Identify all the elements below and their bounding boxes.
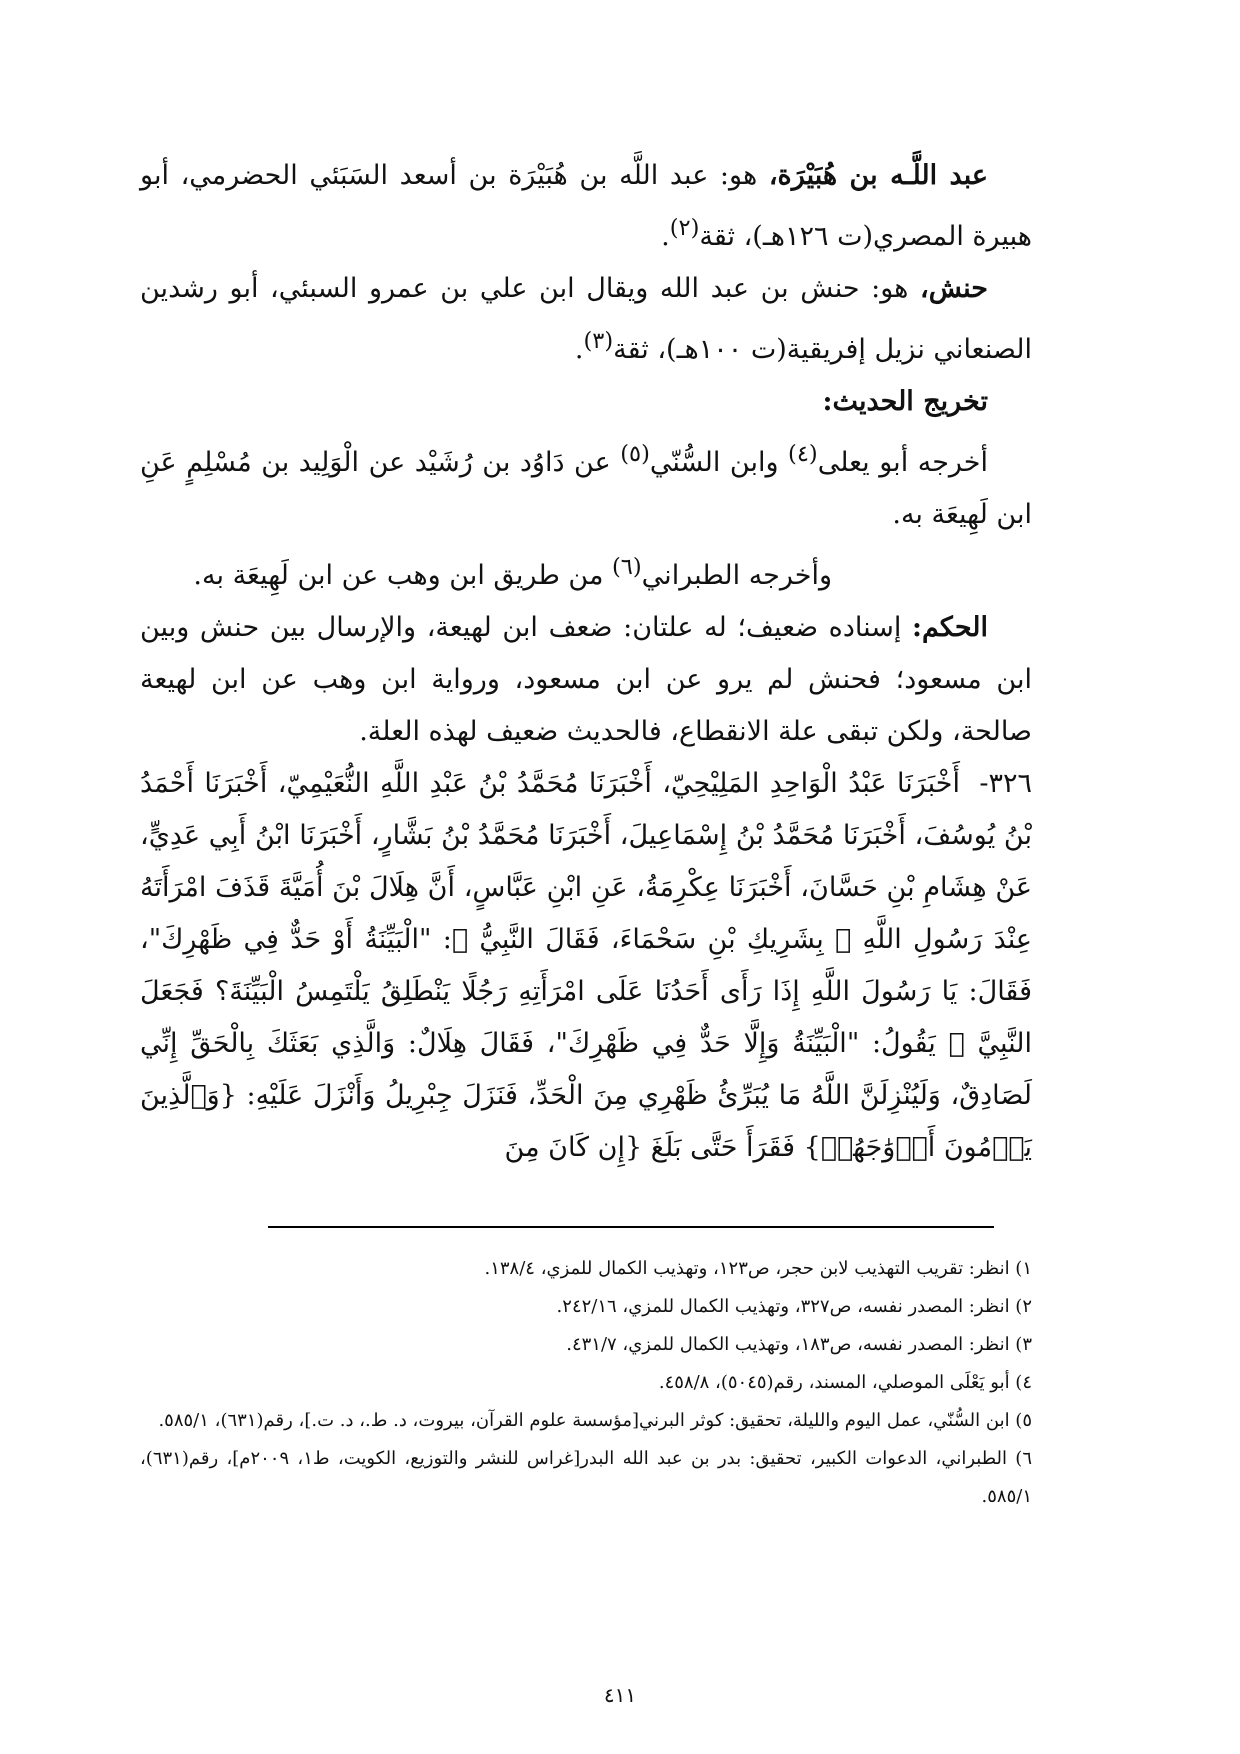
hadith-paragraph bbox=[140, 758, 1032, 1174]
footnotes bbox=[140, 1250, 1032, 1516]
footnote-ref: (٦) bbox=[612, 554, 642, 580]
footnote-ref: (٢) bbox=[669, 215, 700, 241]
narrator-paragraph-abdullah: عبد اللَّـه بن هُبَيْرَة، هو: عبد اللَّه بن هُبَيْرَة بن أسعد السَبَئي الحضرمي، أبو هبيرة المصري(ت ١٢٦هـ)، ثقة$^{(٢)}$. bbox=[140, 160, 1032, 252]
footnote: ٥) ابن السُّنّي، عمل اليوم والليلة، تحقيق: كوثر البرني[مؤسسة علوم القرآن، بيروت، د. ط.، د. ت.]، رقم(٦٣١)، ٥٨٥/١. bbox=[158, 1410, 1032, 1431]
narrator-description: هو: عبد اللَّه بن هُبَيْرَة بن أسعد السَبَئي الحضرمي، أبو هبيرة المصري(ت ١٢٦هـ)، ثقة bbox=[140, 160, 1032, 252]
ruling-paragraph bbox=[140, 602, 1032, 758]
page-number: ٤١١ bbox=[603, 1683, 637, 1707]
footnote-ref: (٤) bbox=[788, 441, 818, 467]
footnote-ref: (٣) bbox=[583, 328, 614, 354]
hadith-number: ٣٢٦- bbox=[979, 768, 1032, 799]
footnote-separator bbox=[268, 1226, 994, 1228]
narrator-name: حنش، bbox=[920, 273, 988, 304]
narrator-paragraph-hanash: حنش، هو: حنش بن عبد الله ويقال ابن علي بن عمرو السبئي، أبو رشدين الصنعاني نزيل إفريقية(ت ١٠٠هـ)، ثقة$^{(٣)}$. bbox=[140, 273, 1032, 365]
footnote: ١) انظر: تقريب التهذيب لابن حجر، ص١٢٣، وتهذيب الكمال للمزي، ١٣٨/٤. bbox=[484, 1258, 1032, 1279]
section-heading: تخريج الحديث: bbox=[822, 386, 988, 417]
footnote-ref: (٥) bbox=[620, 441, 650, 467]
narrator-description: هو: حنش بن عبد الله ويقال ابن علي بن عمرو السبئي، أبو رشدين الصنعاني نزيل إفريقية(ت ١٠٠هـ)، ثقة bbox=[140, 273, 1032, 365]
ruling-text: إسناده ضعيف؛ له علتان: ضعف ابن لهيعة، والإرسال بين حنش وبين ابن مسعود؛ فحنش لم يرو عن ابن مسعود، ورواية ابن وهب عن ابن لهيعة صالحة، ولكن تبقى علة الانقطاع، فالحديث ضعيف لهذه العلة. bbox=[140, 612, 1032, 747]
ruling-label: الحكم: bbox=[911, 612, 988, 643]
footnote: ٣) انظر: المصدر نفسه، ص١٨٣، وتهذيب الكمال للمزي، ٤٣١/٧. bbox=[566, 1334, 1032, 1355]
hadith-text: أَخْبَرَنَا عَبْدُ الْوَاحِدِ المَلِيْحِيّ، أَخْبَرَنَا مُحَمَّدُ بْنُ عَبْدِ اللَّهِ النُّعَيْمِيّ، أَخْبَرَنَا أَحْمَدُ بْنُ يُوسُفَ، أَخْبَرَنَا مُحَمَّدُ بْنُ إِسْمَاعِيلَ، أَخْبَرَنَا مُحَمَّدُ بْنُ بَشَّارٍ، أَخْبَرَنَا ابْنُ أَبِي عَدِيٍّ، عَنْ هِشَامِ بْنِ حَسَّانَ، أَخْبَرَنَا عِكْرِمَةُ، عَنِ ابْنِ عَبَّاسٍ، أَنَّ هِلَالَ بْنَ أُمَيَّةَ قَذَفَ امْرَأَتَهُ عِنْدَ رَسُولِ اللَّهِ ﷺ بِشَرِيكِ بْنِ سَحْمَاءَ، فَقَالَ النَّبِيُّ ﷺ: "الْبَيِّنَةُ أَوْ حَدٌّ فِي ظَهْرِكَ"، فَقَالَ: يَا رَسُولَ اللَّهِ إِذَا رَأَى أَحَدُنَا عَلَى امْرَأَتِهِ رَجُلًا يَنْطَلِقُ يَلْتَمِسُ الْبَيِّنَةَ؟ فَجَعَلَ النَّبِيَّ ﷺ يَقُولُ: "الْبَيِّنَةُ وَإِلَّا حَدٌّ فِي ظَهْرِكَ"، فَقَالَ هِلَالٌ: وَالَّذِي بَعَثَكَ بِالْحَقِّ إِنِّي لَصَادِقٌ، وَلَيُنْزِلَنَّ اللَّهُ مَا يُبَرِّئُ ظَهْرِي مِنَ الْحَدِّ، فَنَزَلَ جِبْرِيلُ وَأَنْزَلَ عَلَيْهِ: {وَٱلَّذِينَ يَرۡمُونَ أَزۡوَٰجَهُمۡ} فَقَرَأَ حَتَّى بَلَغَ {إِن كَانَ مِنَ bbox=[140, 768, 1032, 1163]
footnote: ٤) أبو يَعْلَى الموصلي، المسند، رقم(٥٠٤٥)، ٤٥٨/٨. bbox=[658, 1372, 1032, 1393]
footnote: ٦) الطبراني، الدعوات الكبير، تحقيق: بدر بن عبد الله البدر[غراس للنشر والتوزيع، الكويت، ط١، ٢٠٠٩م]، رقم(٦٣١)، ٥٨٥/١. bbox=[140, 1448, 1032, 1507]
takhrij-paragraph-1: أخرجه أبو يعلى$^{(٤)}$ وابن السُّنّي$^{(٥)}$ عن دَاوُد بن رُشَيْد عن الْوَلِيد بن مُسْلِمٍ عَنِ ابن لَهِيعَة به. bbox=[140, 441, 1032, 530]
footnote: ٢) انظر: المصدر نفسه، ص٣٢٧، وتهذيب الكمال للمزي، ٢٤٢/١٦. bbox=[556, 1296, 1032, 1317]
takhrij-paragraph-2: وأخرجه الطبراني$^{(٦)}$ من طريق ابن وهب عن ابن لَهِيعَة به. bbox=[193, 554, 832, 591]
main-text bbox=[140, 150, 1032, 1174]
narrator-name: عبد اللَّـه بن هُبَيْرَة، bbox=[768, 160, 988, 191]
